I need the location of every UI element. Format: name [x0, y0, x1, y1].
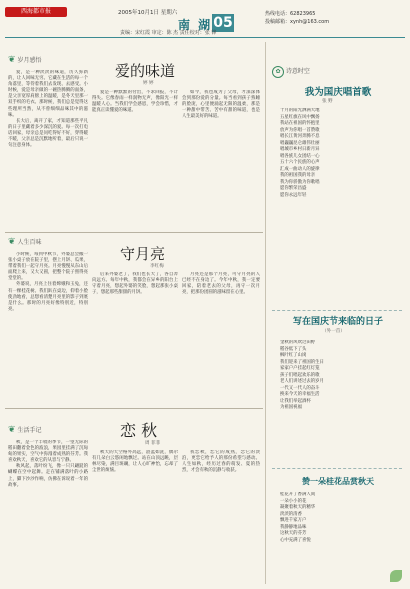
article3-column-tag: ❦ 生活手记: [8, 425, 42, 435]
issue-date: 2005年10月1日 星期六: [118, 10, 178, 16]
leaf-icon: ❦: [8, 425, 16, 435]
article1-author: 婷 婷: [143, 81, 154, 86]
article2-col-2: 后来外婆老了，我们也长大了，各自奔向远方。每年中秋，我都会在异乡的阳台上守着月亮，想起外婆的笑脸，想起那张小桌子，想起那些甜甜的月饼。: [92, 272, 178, 296]
poem-divider-1: [272, 310, 402, 311]
page-number: 05: [213, 15, 233, 31]
poem2-body: 金秋的风吹过田野 稻谷低下了头 枫叶红了山岗 我们迎来了祖国的生日 家家户户挂起红灯笼 孩子们唱起欢乐的歌 老人们讲述过去的岁月 一代又一代人的奋斗 换来今天的幸福生活 让我们举起酒杯 为祖国祝福: [280, 340, 324, 410]
poem3-title: 赞一朵桂花品赏秋天: [302, 477, 374, 486]
article2-col-3: 月亮还是那个月亮，可守月亮的人已经不在身边了。今年中秋，我一定要回家，陪着老去的父母，再守一次月亮，把那份团圆的滋味留在心里。: [182, 272, 260, 296]
newspaper-logo: 西海都市报: [5, 7, 67, 17]
poem2-author: （外一首）: [322, 329, 345, 334]
flower-icon: ✿: [272, 66, 284, 78]
leaf-icon: ❦: [8, 237, 16, 247]
poem-divider-2: [272, 468, 402, 469]
divider-1: [5, 232, 263, 233]
contact-info: [265, 10, 329, 26]
article1-col-3: 如今，我也成为了父母，才深深体会到那份爱的分量。每当看到孩子熟睡的脸庞，心里便涌起无限的温柔，那是一种甜中带苦、苦中有甜的味道，也是人生最美好的味道。: [182, 90, 260, 120]
hotline: 热线电话：62823965: [265, 11, 316, 17]
leaf-icon: ❦: [8, 55, 16, 65]
poem1-body: 十月的阳光洒满大地 五星红旗在风中飘扬 我站在祖国的怀抱里 放声为你唱一首赞歌 唱长江黄河奔腾不息 唱巍巍昆仑雄伟壮丽 唱城市乡村日新月异 唱各族儿女团结一心 五十六个民族的心声 汇成一曲动人的旋律 我的祖国我的母亲 我为你骄傲为你歌唱 愿你繁荣昌盛 愿你永远年轻: [280, 108, 320, 198]
article3-col-2: 秋天的天空格外高远，湛蓝如洗，偶尔有几朵白云悠闲地飘过。站在山顶远眺，层林尽染，满目斑斓，让人心旷神怡，忘却了尘世的烦恼。: [92, 450, 178, 474]
leaf-decoration-icon: [390, 570, 402, 582]
section-title: 南 湖: [178, 18, 213, 32]
article3-title: 恋 秋: [120, 421, 158, 440]
header-divider: [5, 37, 405, 38]
article3-author: 周 菲菲: [145, 441, 161, 446]
column-separator: [265, 42, 266, 584]
article1-title: 爱的味道: [115, 62, 176, 80]
submission-email: 投稿邮箱：xynh@163.com: [265, 19, 330, 25]
divider-2: [5, 408, 263, 409]
article2-column-tag: ❦ 人生百味: [8, 237, 42, 247]
article3-col-3: 我恋秋，恋它的成熟，恋它的淡泊，更恋它给予人的那份希望与感动。人生如秋，经历过春的萌发、夏的热烈，才会有秋的沉静与收获。: [182, 450, 260, 474]
right-column-tag: ✿ 诗意时空: [272, 66, 310, 78]
poem2-title: 写在国庆节来临的日子: [292, 317, 383, 327]
article1-column-tag: ❦ 岁月感悟: [8, 55, 42, 65]
article2-col-1: 小时候，每到中秋节，外婆总会搬一张小桌子放在院子里，摆上月饼、瓜果，带着我们一起守月亮。月亮慢慢从东山后面爬上来，又大又圆，把整个院子照得亮堂堂的。 外婆说，月亮上住着嫦娥和玉兔，还有一棵桂花树。我们趴在桌边，仰着小脸使劲地看，总想看清楚月亮里的影子到底是什么。那时的月亮好像特别近，特别亮。: [8, 252, 88, 312]
article2-title: 守月亮: [120, 245, 166, 263]
editor-credits: 责编：宋红霞 审定：陈 杰 责任校对：张 锋: [120, 30, 217, 36]
article2-author: 李红梅: [150, 264, 164, 269]
poem1-title: 我为国庆唱首歌: [304, 87, 372, 98]
poem3-body: 桂花开了香满人间 一朵小小的花 凝聚着秋天的精华 淡淡的清香 飘进千家万户 我静静地品味 这秋天的芬芳 心中充满了喜悦: [280, 492, 316, 543]
article1-col-2: 爱是一种默默的付出，不求回报，不计得失。它像春雨一样润物无声，像阳光一样温暖人心。当我们学会感恩，学会珍惜，才能真正读懂爱的味道。: [92, 90, 178, 114]
article1-col-1: 爱，是一种淡淡的味道，历久弥新的，让人回味无穷。它藏在生活的每一个角落里，等待着我们去发现、去感受。小时候，爱是母亲做的一碗热腾腾的面条，是父亲宽厚肩膀上的温暖，是冬天里那一双手织的毛衣。那时候，我们总是觉得这些理所当然，从不曾细细品味其中的滋味。 长大后，离开了家，才知道那些平凡的日子里藏着多少深沉的爱。每一次打电话回家，母亲总是问吃得好不好，穿得暖不暖，父亲总是沉默地听着，最后只说一句注意身体。: [8, 70, 88, 149]
poem1-author: 张 野: [322, 99, 333, 104]
article3-col-1: 秋，是一个丰收的季节，一望无际的稻田翻着金色的波浪，果园里挂满了沉甸甸的果实，空气中弥漫着成熟的芬芳。我喜欢秋天，喜欢它的从容与宁静。 秋风起，落叶纷飞，像一只只翩跹的蝴蝶在空中起舞。走在铺满落叶的小路上，脚下沙沙作响，仿佛在诉说着一年的故事。: [8, 440, 88, 488]
